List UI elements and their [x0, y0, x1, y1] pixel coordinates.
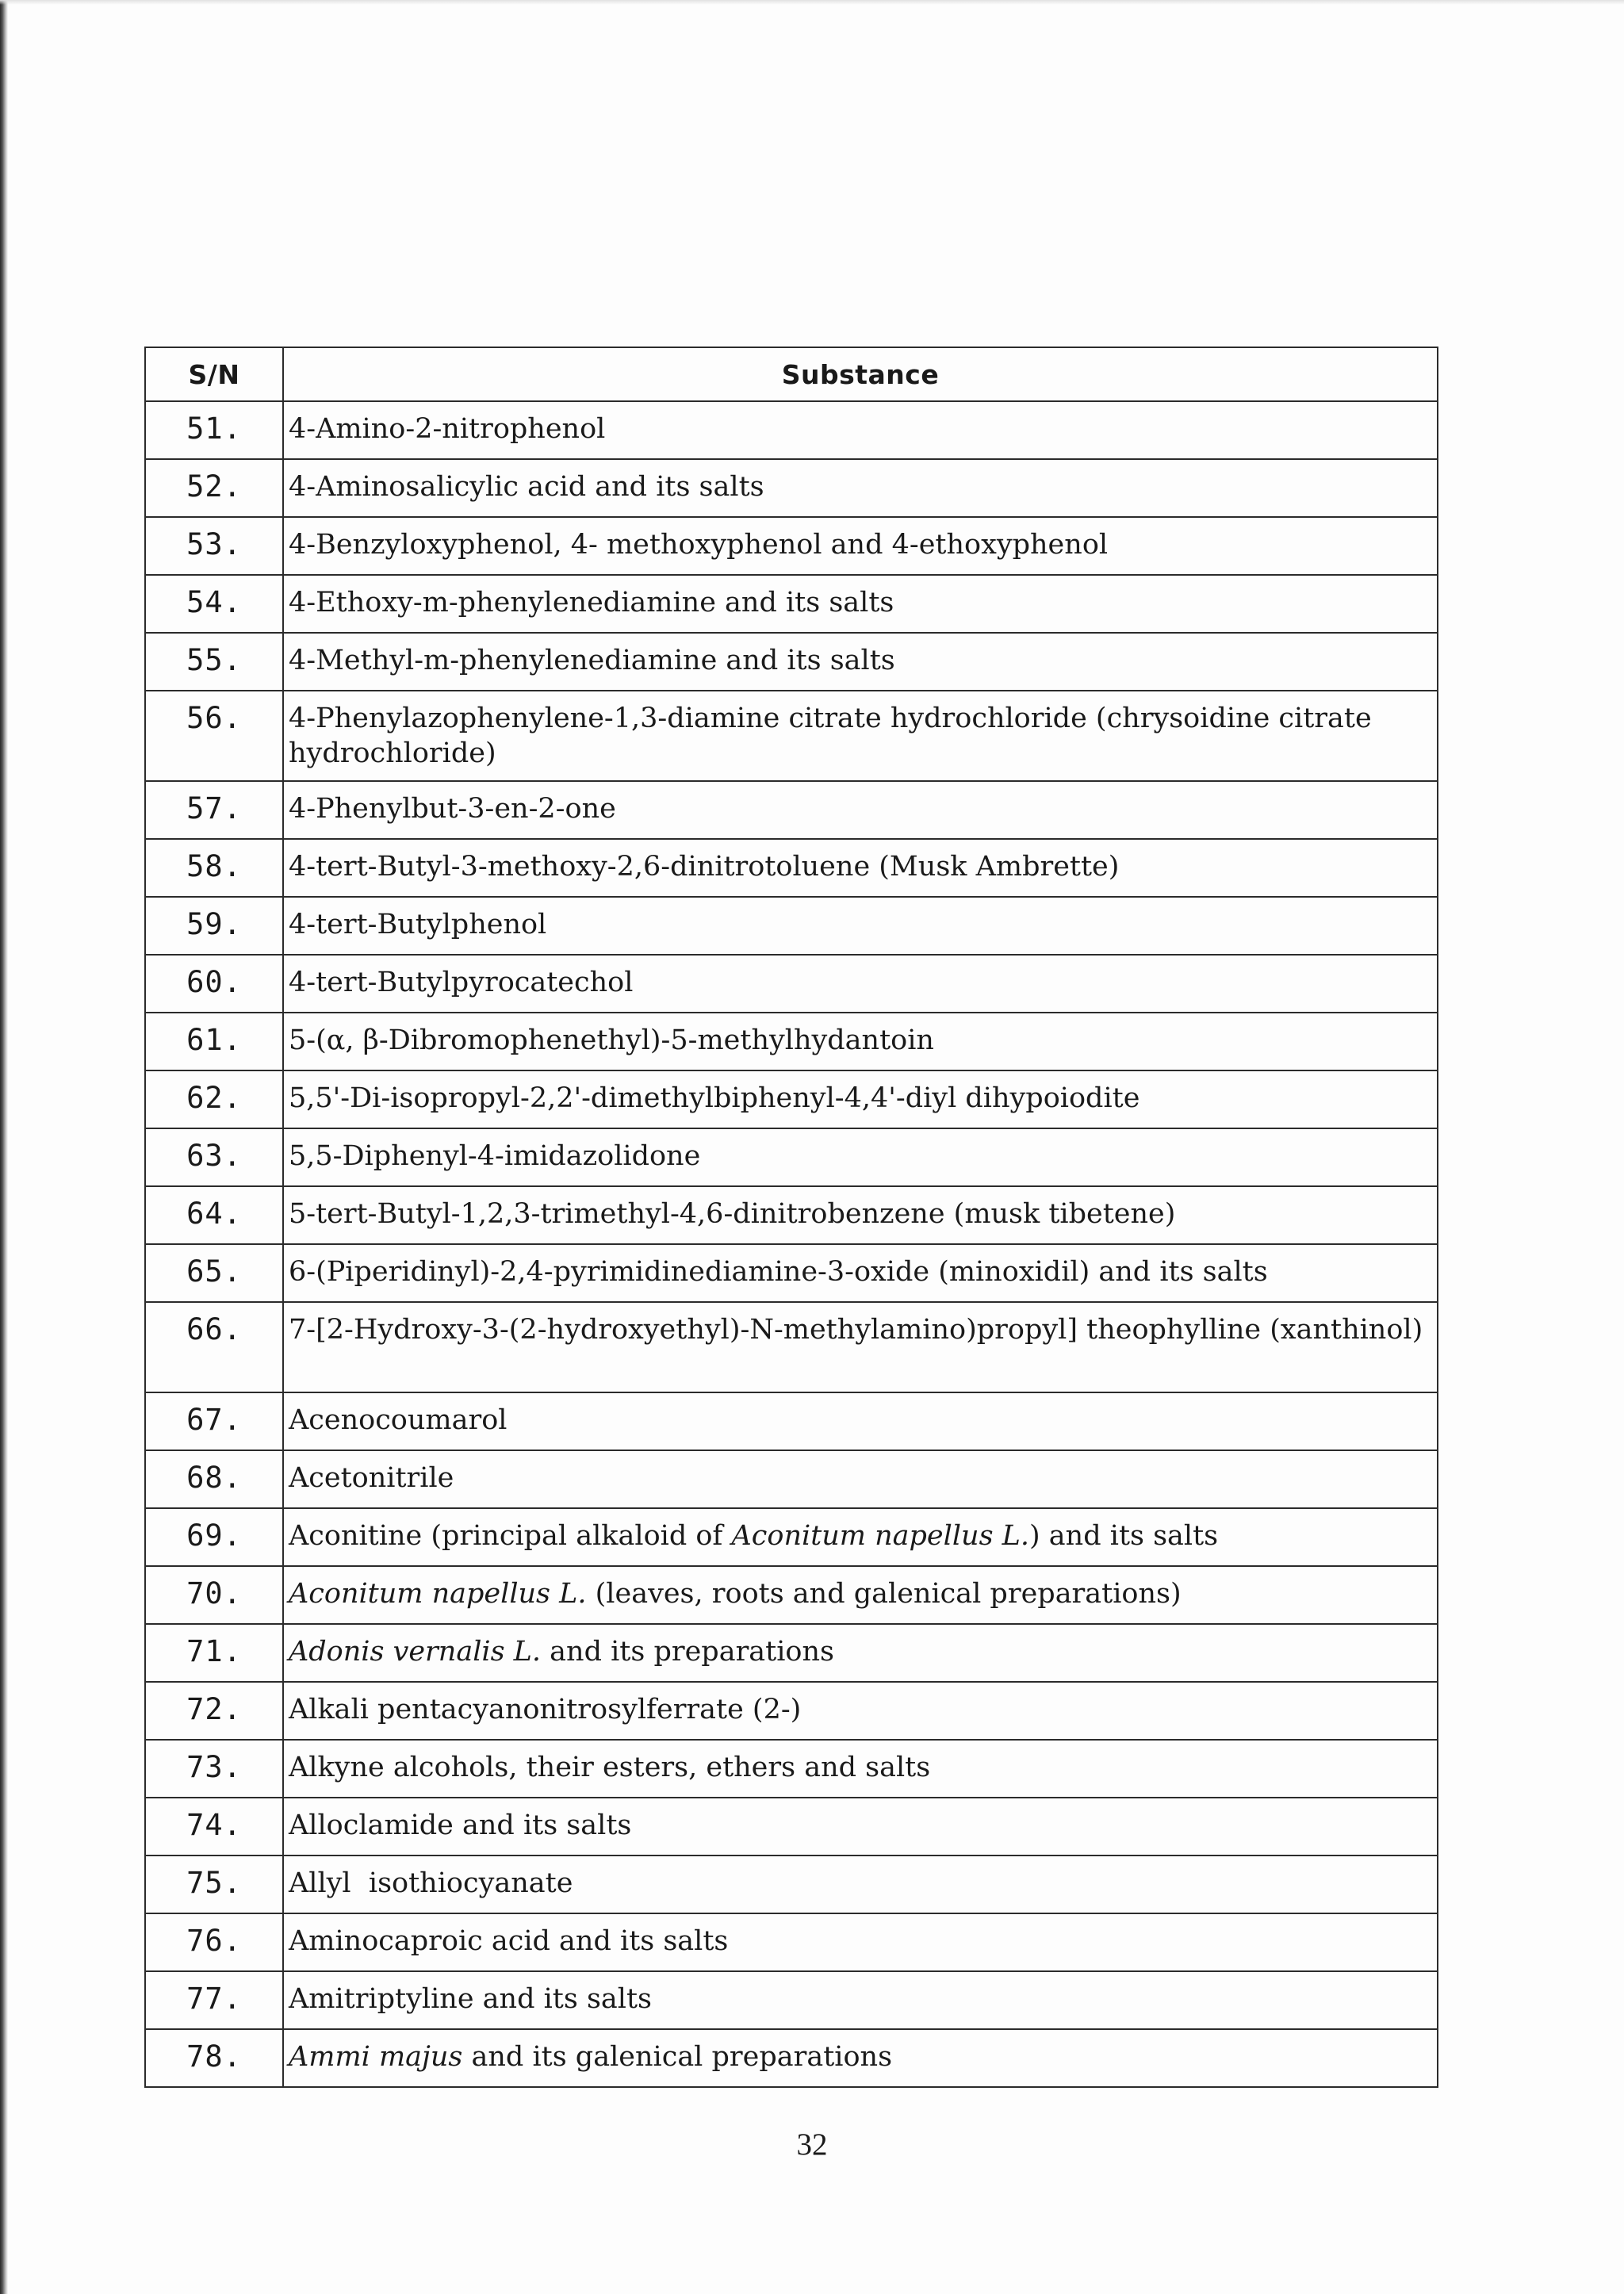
- row-substance: [283, 1971, 1438, 2029]
- substance-text: 4-Aminosalicylic acid and its salts: [289, 471, 764, 503]
- substance-text: 4-Ethoxy-m-phenylenediamine and its salts: [289, 587, 894, 618]
- row-substance: [283, 839, 1438, 897]
- substance-text: 4-Methyl-m-phenylenediamine and its salts: [289, 645, 895, 676]
- row-substance: [283, 575, 1438, 633]
- substance-text: 4-Phenylbut-3-en-2-one: [289, 793, 616, 825]
- table-row: [145, 2029, 1438, 2087]
- page-number: 32: [796, 2127, 828, 2162]
- table-row: [145, 1244, 1438, 1302]
- row-serial-number: 56.: [145, 691, 283, 781]
- row-substance: [283, 1302, 1438, 1392]
- substance-text: Allyl isothiocyanate: [289, 1867, 573, 1899]
- row-substance: [283, 781, 1438, 839]
- row-serial-number: 67.: [145, 1392, 283, 1450]
- table-row: [145, 1128, 1438, 1186]
- table-row: [145, 1971, 1438, 2029]
- row-serial-number: 60.: [145, 955, 283, 1013]
- substance-text: 6-(Piperidinyl)-2,4-pyrimidinediamine-3-oxide (minoxidil) and its salts: [289, 1256, 1268, 1288]
- row-serial-number: 64.: [145, 1186, 283, 1244]
- row-substance: [283, 1186, 1438, 1244]
- substance-text-italic: Aconitum napellus L.: [289, 1578, 587, 1610]
- substance-text: 4-tert-Butylphenol: [289, 909, 547, 940]
- header-sn: S/N: [145, 347, 283, 401]
- table-row: [145, 1624, 1438, 1682]
- row-serial-number: 62.: [145, 1070, 283, 1128]
- substance-text: 5,5'-Di-isopropyl-2,2'-dimethylbiphenyl-4,4'-diyl dihypoiodite: [289, 1082, 1140, 1114]
- row-serial-number: 66.: [145, 1302, 283, 1392]
- scan-top-edge-shade: [0, 0, 1624, 5]
- table-row: [145, 839, 1438, 897]
- row-serial-number: 51.: [145, 401, 283, 459]
- row-serial-number: 65.: [145, 1244, 283, 1302]
- substance-text: 5,5-Diphenyl-4-imidazolidone: [289, 1140, 701, 1172]
- table-row: [145, 691, 1438, 781]
- row-serial-number: 72.: [145, 1682, 283, 1740]
- row-substance: [283, 401, 1438, 459]
- substance-text-italic: Adonis vernalis L.: [289, 1636, 542, 1668]
- substance-text: 4-tert-Butylpyrocatechol: [289, 967, 634, 998]
- table-row: [145, 1740, 1438, 1798]
- table-header-row: [145, 347, 1438, 401]
- substance-text-italic: Ammi majus: [289, 2041, 463, 2073]
- row-serial-number: 55.: [145, 633, 283, 691]
- row-serial-number: 63.: [145, 1128, 283, 1186]
- substance-text: Acenocoumarol: [289, 1404, 508, 1436]
- substance-table: [144, 347, 1438, 2088]
- table-row: [145, 517, 1438, 575]
- row-serial-number: 61.: [145, 1013, 283, 1070]
- substance-text: Aconitine (principal alkaloid of: [289, 1520, 732, 1552]
- substance-text: 7-[2-Hydroxy-3-(2-hydroxyethyl)-N-methylamino)propyl] theophylline (xanthinol): [289, 1314, 1423, 1346]
- substance-text: Alkyne alcohols, their esters, ethers and salts: [289, 1752, 931, 1783]
- row-substance: [283, 2029, 1438, 2087]
- table-row: [145, 1566, 1438, 1624]
- row-substance: [283, 1913, 1438, 1971]
- row-serial-number: 70.: [145, 1566, 283, 1624]
- row-substance: [283, 955, 1438, 1013]
- table-row: [145, 781, 1438, 839]
- substance-text: and its preparations: [541, 1636, 835, 1668]
- row-serial-number: 75.: [145, 1855, 283, 1913]
- substance-text: (leaves, roots and galenical preparations): [586, 1578, 1182, 1610]
- row-serial-number: 77.: [145, 1971, 283, 2029]
- row-substance: [283, 897, 1438, 955]
- row-substance: [283, 1740, 1438, 1798]
- row-serial-number: 68.: [145, 1450, 283, 1508]
- table-row: [145, 1450, 1438, 1508]
- row-substance: [283, 1798, 1438, 1855]
- substance-text: 4-Amino-2-nitrophenol: [289, 413, 606, 445]
- substance-text: ) and its salts: [1029, 1520, 1219, 1552]
- row-serial-number: 74.: [145, 1798, 283, 1855]
- table-row: [145, 459, 1438, 517]
- substance-text: Amitriptyline and its salts: [289, 1983, 652, 2015]
- row-substance: [283, 459, 1438, 517]
- table-row: [145, 401, 1438, 459]
- substance-text: 4-tert-Butyl-3-methoxy-2,6-dinitrotoluene (Musk Ambrette): [289, 851, 1120, 883]
- row-substance: [283, 1392, 1438, 1450]
- row-substance: [283, 1070, 1438, 1128]
- row-substance: [283, 633, 1438, 691]
- table-row: [145, 1186, 1438, 1244]
- substance-text: Acetonitrile: [289, 1462, 454, 1494]
- substance-text: 4-Phenylazophenylene-1,3-diamine citrate hydrochloride (chrysoidine citrate hydrochloride): [289, 703, 1381, 769]
- substance-text: 4-Benzyloxyphenol, 4- methoxyphenol and 4-ethoxyphenol: [289, 529, 1109, 561]
- table-row: [145, 1798, 1438, 1855]
- row-substance: [283, 1624, 1438, 1682]
- table-row: [145, 1392, 1438, 1450]
- row-serial-number: 53.: [145, 517, 283, 575]
- row-serial-number: 76.: [145, 1913, 283, 1971]
- row-substance: [283, 517, 1438, 575]
- table-row: [145, 633, 1438, 691]
- row-serial-number: 69.: [145, 1508, 283, 1566]
- row-substance: [283, 1013, 1438, 1070]
- row-serial-number: 71.: [145, 1624, 283, 1682]
- table-body: [145, 401, 1438, 2087]
- table-row: [145, 1302, 1438, 1392]
- row-substance: [283, 1682, 1438, 1740]
- table-row: [145, 1013, 1438, 1070]
- table-row: [145, 955, 1438, 1013]
- row-substance: [283, 1128, 1438, 1186]
- row-substance: [283, 1244, 1438, 1302]
- table-row: [145, 897, 1438, 955]
- row-substance: [283, 1855, 1438, 1913]
- table-row: [145, 1913, 1438, 1971]
- substance-text: and its galenical preparations: [462, 2041, 893, 2073]
- table-row: [145, 575, 1438, 633]
- table-row: [145, 1855, 1438, 1913]
- table-row: [145, 1508, 1438, 1566]
- table-row: [145, 1070, 1438, 1128]
- row-serial-number: 54.: [145, 575, 283, 633]
- substance-text: 5-tert-Butyl-1,2,3-trimethyl-4,6-dinitrobenzene (musk tibetene): [289, 1198, 1176, 1230]
- header-substance: Substance: [283, 347, 1438, 401]
- substance-text: Alloclamide and its salts: [289, 1810, 632, 1841]
- substance-text: Aminocaproic acid and its salts: [289, 1925, 729, 1957]
- scan-left-edge-shadow: [0, 0, 8, 2294]
- substance-text: 5-(α, β-Dibromophenethyl)-5-methylhydantoin: [289, 1024, 934, 1056]
- row-substance: [283, 691, 1438, 781]
- table-row: [145, 1682, 1438, 1740]
- row-serial-number: 58.: [145, 839, 283, 897]
- row-substance: [283, 1508, 1438, 1566]
- row-serial-number: 57.: [145, 781, 283, 839]
- row-substance: [283, 1566, 1438, 1624]
- row-serial-number: 78.: [145, 2029, 283, 2087]
- row-substance: [283, 1450, 1438, 1508]
- row-serial-number: 52.: [145, 459, 283, 517]
- substance-text: Alkali pentacyanonitrosylferrate (2-): [289, 1694, 802, 1725]
- row-serial-number: 59.: [145, 897, 283, 955]
- row-serial-number: 73.: [145, 1740, 283, 1798]
- substance-text-italic: Aconitum napellus L.: [731, 1520, 1030, 1552]
